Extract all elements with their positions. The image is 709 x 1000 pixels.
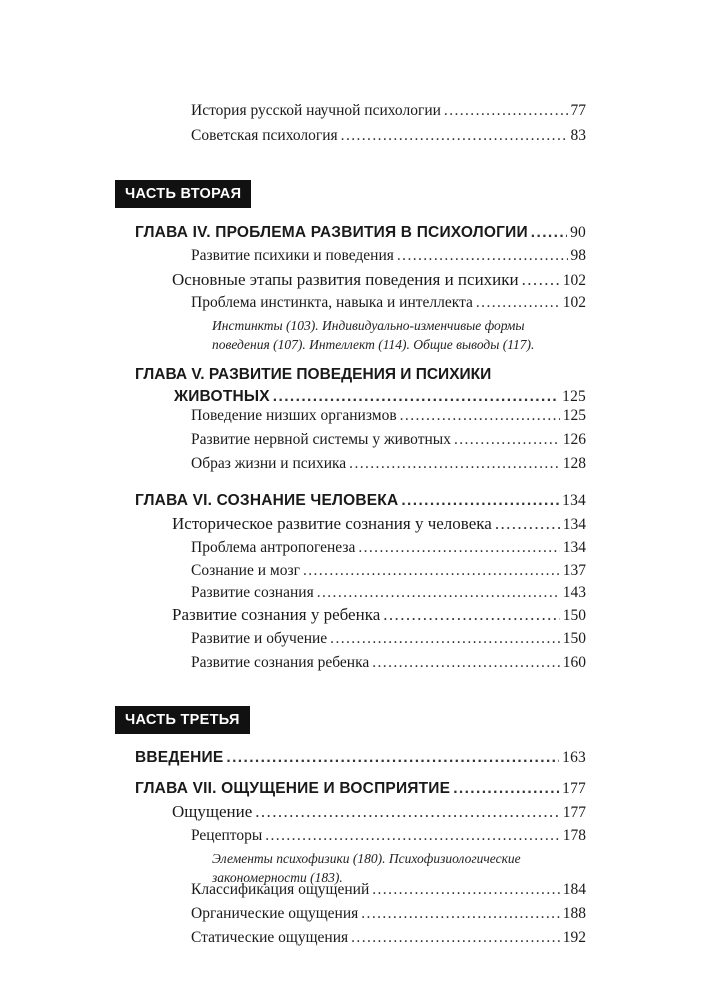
toc-entry [191, 128, 586, 144]
toc-entry [191, 930, 586, 946]
toc-entry-title: Развитие сознания ребенка [191, 654, 370, 671]
chapter-title-line2: ЖИВОТНЫХ [174, 388, 270, 405]
toc-entry-page: 150 [562, 630, 586, 647]
leader-dots [351, 930, 560, 946]
chapter-page: 163 [562, 749, 586, 766]
section-page: 102 [562, 271, 586, 289]
toc-entry [191, 103, 586, 119]
part-heading: ЧАСТЬ ВТОРАЯ [115, 180, 251, 208]
toc-entry-title: Проблема антропогенеза [191, 539, 356, 556]
toc-entry [191, 295, 586, 311]
toc-entry-page: 160 [562, 654, 586, 671]
toc-entry-page: 128 [562, 455, 586, 472]
section-entry [172, 606, 586, 623]
leader-dots [522, 271, 560, 288]
chapter-page: 125 [562, 388, 586, 405]
section-title: Развитие сознания у ребенка [172, 605, 381, 624]
toc-entry-page: 143 [562, 584, 586, 601]
chapter-title: ГЛАВА IV. ПРОБЛЕМА РАЗВИТИЯ В ПСИХОЛОГИИ [135, 224, 528, 241]
toc-entry-title: История русской научной психологии [191, 102, 441, 119]
leader-dots [383, 606, 560, 623]
chapter-title: ГЛАВА VI. СОЗНАНИЕ ЧЕЛОВЕКА [135, 492, 399, 509]
leader-dots [397, 248, 568, 264]
leader-dots [372, 655, 560, 671]
leader-dots [273, 389, 559, 405]
leader-dots [330, 631, 560, 647]
toc-entry-title: Органические ощущения [191, 905, 359, 922]
toc-entry [191, 408, 586, 424]
toc-entry [191, 906, 586, 922]
toc-entry-page: 137 [562, 562, 586, 579]
section-entry [172, 803, 586, 820]
chapter-entry [135, 750, 586, 766]
chapter-page: 134 [562, 492, 586, 509]
toc-entry-title: Сознание и мозг [191, 562, 300, 579]
toc-entry [191, 655, 586, 671]
chapter-entry [174, 389, 586, 405]
toc-entry-title: Развитие психики и поведения [191, 247, 394, 264]
leader-dots [454, 432, 560, 448]
toc-entry [191, 540, 586, 556]
toc-entry-page: 83 [570, 127, 586, 144]
chapter-title-line1: ГЛАВА V. РАЗВИТИЕ ПОВЕДЕНИЯ И ПСИХИКИ [135, 366, 492, 383]
toc-entry-page: 192 [562, 929, 586, 946]
section-page: 177 [562, 803, 586, 821]
subtopics-note: Элементы психофизики (180). Психофизиологические закономерности (183). [212, 851, 521, 885]
toc-entry-title: Статические ощущения [191, 929, 349, 946]
leader-dots [303, 563, 560, 579]
section-title: Историческое развитие сознания у человека [172, 514, 492, 533]
section-page: 134 [562, 515, 586, 533]
toc-entry-page: 178 [562, 827, 586, 844]
subtopics-note: Инстинкты (103). Индивидуально-изменчивые формы поведения (107). Интеллект (114). Общие выводы (117). [212, 318, 535, 352]
leader-dots [401, 493, 559, 509]
chapter-entry [135, 225, 586, 241]
toc-entry-page: 98 [570, 247, 586, 264]
leader-dots [255, 803, 560, 820]
toc-entry-title: Классификация ощущений [191, 881, 370, 898]
leader-dots [495, 515, 560, 532]
toc-entry-title: Развитие нервной системы у животных [191, 431, 451, 448]
toc-entry-title: Советская психология [191, 127, 338, 144]
leader-dots [317, 585, 560, 601]
section-entry [172, 515, 586, 532]
toc-entry [191, 456, 586, 472]
toc-entry-page: 125 [562, 407, 586, 424]
chapter-page: 90 [570, 224, 586, 241]
leader-dots [372, 882, 560, 898]
section-title: Основные этапы развития поведения и психики [172, 270, 519, 289]
toc-entry-title: Поведение низших организмов [191, 407, 397, 424]
toc-entry [191, 631, 586, 647]
toc-entry-page: 188 [562, 905, 586, 922]
toc-entry-title: Проблема инстинкта, навыка и интеллекта [191, 294, 473, 311]
leader-dots [358, 540, 559, 556]
section-title: Ощущение [172, 802, 253, 821]
section-entry [172, 271, 586, 288]
leader-dots [361, 906, 559, 922]
leader-dots [476, 295, 560, 311]
toc-entry-page: 134 [562, 539, 586, 556]
toc-entry-page: 184 [562, 881, 586, 898]
toc-entry [191, 585, 586, 601]
chapter-entry [135, 493, 586, 509]
toc-entry-page: 126 [562, 431, 586, 448]
leader-dots [453, 781, 559, 797]
leader-dots [444, 103, 568, 119]
chapter-title: ГЛАВА VII. ОЩУЩЕНИЕ И ВОСПРИЯТИЕ [135, 780, 451, 797]
leader-dots [531, 225, 567, 241]
chapter-entry [135, 781, 586, 797]
part-heading: ЧАСТЬ ТРЕТЬЯ [115, 706, 250, 734]
toc-entry [191, 882, 586, 898]
toc-entry [191, 563, 586, 579]
chapter-title: ВВЕДЕНИЕ [135, 749, 224, 766]
leader-dots [226, 750, 559, 766]
chapter-page: 177 [562, 780, 586, 797]
toc-entry-page: 77 [570, 102, 586, 119]
toc-entry-title: Развитие сознания [191, 584, 314, 601]
toc-entry [191, 248, 586, 264]
section-page: 150 [562, 606, 586, 624]
toc-entry [191, 828, 586, 844]
leader-dots [349, 456, 560, 472]
leader-dots [265, 828, 560, 844]
leader-dots [341, 128, 568, 144]
toc-entry-title: Образ жизни и психика [191, 455, 347, 472]
toc-entry-title: Развитие и обучение [191, 630, 328, 647]
toc-entry [191, 432, 586, 448]
toc-entry-page: 102 [562, 294, 586, 311]
toc-entry-title: Рецепторы [191, 827, 263, 844]
leader-dots [400, 408, 560, 424]
